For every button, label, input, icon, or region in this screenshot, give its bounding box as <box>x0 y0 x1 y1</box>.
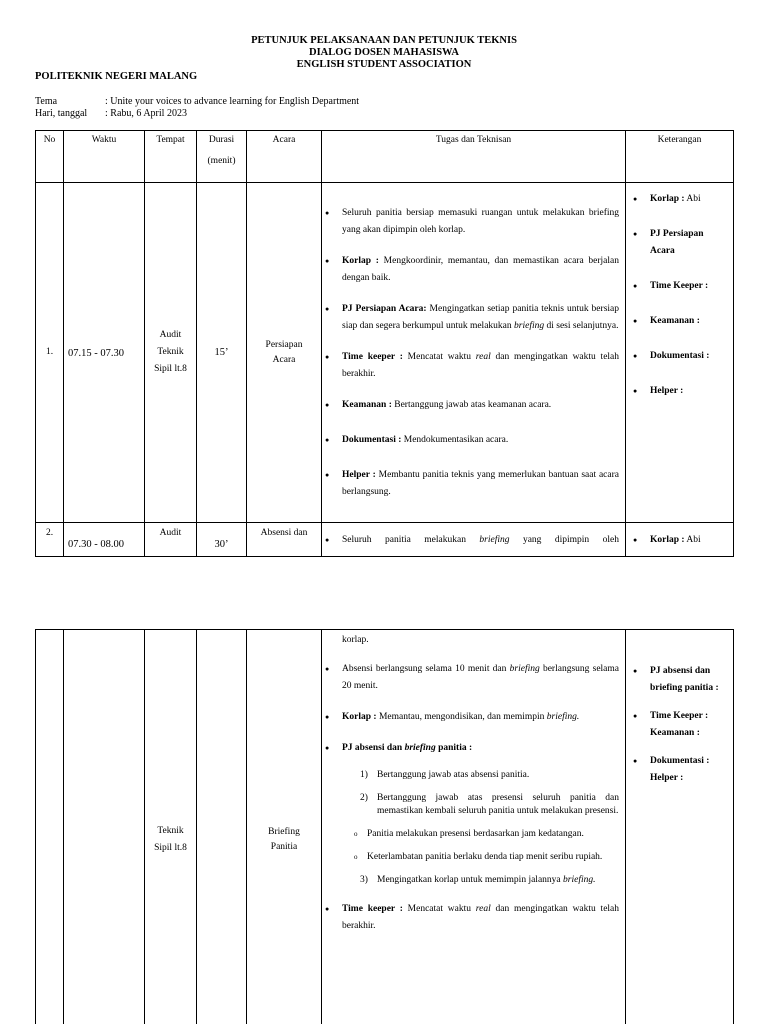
organization-name: POLITEKNIK NEGERI MALANG <box>35 71 198 82</box>
list-item <box>650 278 729 295</box>
doc-title-line-1: PETUNJUK PELAKSANAAN DAN PETUNJUK TEKNIS <box>251 35 517 46</box>
schedule-table-continued <box>35 629 734 1024</box>
list-item <box>342 709 619 726</box>
row1-no: 1. <box>36 183 64 523</box>
row2-tugas <box>322 523 626 557</box>
task-text: dan mengingatkan waktu telah berakhir. <box>342 352 620 379</box>
task-italic: briefing <box>479 535 510 545</box>
row1-waktu: 07.15 - 07.30 <box>64 183 145 523</box>
list-item <box>650 226 729 260</box>
tema-label: Tema <box>35 96 58 107</box>
task-italic: briefing <box>514 321 545 331</box>
task-role: Time keeper : <box>342 352 403 362</box>
ket-person: Abi <box>684 535 701 545</box>
sub-text: Bertanggung jawab atas absensi panitia. <box>377 770 530 780</box>
row2cont-ket-list <box>626 663 733 787</box>
list-item <box>342 661 619 695</box>
schedule-table <box>35 130 734 557</box>
list-item <box>650 348 729 365</box>
task-italic: briefing <box>509 664 540 674</box>
col-header-tugas: Tugas dan Teknisan <box>322 131 626 183</box>
ket-role: ● PJ Persiapan <box>650 229 704 239</box>
task-text: Absensi berlangsung selama 10 menit dan <box>342 664 510 674</box>
task-text: Bertanggung jawab atas keamanan acara. <box>391 400 552 410</box>
row2cont-tugas <box>322 630 626 1024</box>
row1-acara-line2: Acara <box>272 354 296 365</box>
task-role: Helper : <box>342 470 376 480</box>
row1-tempat-line3: Sipil lt.8 <box>154 364 187 374</box>
row1-durasi: 15’ <box>197 183 247 523</box>
col-header-waktu: Waktu <box>64 131 145 183</box>
ket-role: Dokumentasi : <box>650 351 710 361</box>
row2cont-durasi <box>197 630 247 1024</box>
row2cont-no <box>36 630 64 1024</box>
row2cont-acara-line2: Panitia <box>270 841 298 852</box>
list-item <box>342 253 619 287</box>
list-item <box>342 397 619 414</box>
task-text: Mengingatkan setiap panitia teknis untuk bersiap siap dan segera berkumpul untuk melakukan <box>342 304 619 331</box>
ket-role: ● Time Keeper : <box>650 711 709 721</box>
col-header-no: No <box>36 131 64 183</box>
row2-tempat: Audit <box>145 523 197 557</box>
row1-acara-line1: Persiapan <box>265 339 303 350</box>
task-role: PJ Persiapan Acara: <box>342 304 427 314</box>
list-item <box>342 301 619 335</box>
row1-keterangan <box>626 183 734 523</box>
row2-keterangan <box>626 523 734 557</box>
ket-role: Keamanan : <box>650 316 700 326</box>
sub-text: Panitia melakukan presensi berdasarkan jam kedatangan. <box>367 829 584 839</box>
ket-person: Abi <box>684 194 701 204</box>
task-role: Time keeper : <box>342 904 403 914</box>
col-header-acara: Acara <box>247 131 322 183</box>
row1-tempat-line2: Teknik <box>157 347 184 357</box>
meta-tema <box>35 96 359 108</box>
sub-text: Bertanggung jawab atas presensi seluruh panitia dan memastikan kembali seluruh panitia untuk melakukan presensi. <box>377 793 619 816</box>
tema-value: : Unite your voices to advance learning for English Department <box>105 96 360 107</box>
task-role: Korlap : <box>342 256 379 266</box>
row2-durasi: 30’ <box>197 523 247 557</box>
task-text: yang dipimpin oleh <box>509 535 619 545</box>
meta-tanggal <box>35 108 187 120</box>
sub-text: Keterlambatan panitia berlaku denda tiap menit seribu rupiah. <box>367 852 603 862</box>
list-item <box>342 532 619 549</box>
ket-role: Keamanan : <box>650 728 700 738</box>
row2-waktu: 07.30 - 08.00 <box>64 523 145 557</box>
col-header-keterangan: Keterangan <box>626 131 734 183</box>
list-item <box>650 383 729 400</box>
row2-task-list <box>322 532 625 549</box>
task-italic: briefing. <box>546 712 580 722</box>
sub-list-item <box>360 792 619 818</box>
circle-bullet-icon: o <box>354 853 358 861</box>
doc-title-line-3: ENGLISH STUDENT ASSOCIATION <box>296 59 472 70</box>
task-text: Mengkoordinir, memantau, dan memastikan acara berjalan dengan baik. <box>342 256 619 283</box>
ket-role: Korlap : <box>650 535 685 545</box>
row2cont-acara-line1: Briefing <box>268 826 300 837</box>
sub-list-item <box>360 769 619 782</box>
list-item <box>342 432 619 449</box>
ket-role: Helper : <box>650 386 684 396</box>
row2-ket-list <box>626 532 733 549</box>
row2cont-tempat-line1: Teknik <box>157 825 184 836</box>
table-row <box>36 630 734 1024</box>
col-header-durasi <box>197 131 247 183</box>
task-text: Seluruh panitia bersiap memasuki ruangan untuk melakukan briefing yang akan dipimpin oleh korlap. <box>342 208 619 235</box>
sub-list-item <box>350 828 619 841</box>
ket-role: Korlap : <box>650 194 685 204</box>
table-row <box>36 523 734 557</box>
task-text: Mencatat waktu <box>402 904 476 914</box>
ket-role: ● Dokumentasi : <box>650 756 710 766</box>
task-text: Memantau, mengondisikan, dan memimpin <box>376 712 547 722</box>
sub-list-item <box>360 874 619 887</box>
ket-role: briefing panitia : <box>650 683 719 693</box>
circle-bullet-icon: o <box>354 830 358 838</box>
task-role: Dokumentasi : <box>342 435 402 445</box>
list-item <box>650 191 729 208</box>
sub-text: Mengingatkan korlap untuk memimpin jalannya <box>377 875 564 885</box>
row1-tempat <box>145 183 197 523</box>
sub-number: 3) <box>360 875 368 885</box>
list-item <box>342 205 619 239</box>
row2-no: 2. <box>36 523 64 557</box>
row1-tempat-line1: Audit <box>159 330 182 340</box>
ket-role: Time Keeper : <box>650 281 709 291</box>
row2cont-tempat <box>145 630 197 1024</box>
task-text: Membantu panitia teknis yang memerlukan bantuan saat acara berlangsung. <box>342 470 619 497</box>
row2cont-keterangan <box>626 630 734 1024</box>
row2cont-acara <box>247 630 322 1024</box>
task-text: Seluruh panitia melakukan <box>342 535 480 545</box>
row1-task-list <box>322 205 625 501</box>
tanggal-label: Hari, tanggal <box>35 108 88 119</box>
tanggal-value: : Rabu, 6 April 2023 <box>105 108 187 119</box>
durasi-unit: (menit) <box>207 156 236 166</box>
row1-tugas <box>322 183 626 523</box>
task-italic: real <box>475 904 491 914</box>
task-text: Mendokumentasikan acara. <box>401 435 509 445</box>
task-role-italic: briefing <box>404 743 436 753</box>
task-italic: real <box>475 352 491 362</box>
sub-number: 2) <box>360 793 368 803</box>
ket-role: ● PJ absensi dan <box>650 666 711 676</box>
col-header-tempat: Tempat <box>145 131 197 183</box>
sub-italic: briefing. <box>563 875 596 885</box>
row1-acara <box>247 183 322 523</box>
sub-list <box>342 769 619 887</box>
task-text: di sesi selanjutnya. <box>544 321 619 331</box>
row2cont-tempat-line2: Sipil lt.8 <box>154 842 187 853</box>
list-item <box>650 708 729 742</box>
list-item <box>342 467 619 501</box>
list-item <box>342 901 619 935</box>
ket-role: Acara <box>650 246 675 256</box>
page-gap <box>0 580 768 628</box>
list-item <box>342 349 619 383</box>
list-item <box>650 663 729 697</box>
task-text: dan mengingatkan waktu telah berakhir. <box>342 904 620 931</box>
task-role: Korlap : <box>342 712 377 722</box>
list-item <box>650 753 729 787</box>
list-item <box>650 532 729 549</box>
sub-list-item <box>350 851 619 864</box>
row1-ket-list <box>626 191 733 400</box>
row2cont-waktu <box>64 630 145 1024</box>
task-text: Mencatat waktu <box>402 352 476 362</box>
row2cont-task-list <box>322 661 625 935</box>
task-continuation: korlap. <box>342 635 369 645</box>
task-role: Keamanan : <box>342 400 392 410</box>
table-row <box>36 183 734 523</box>
table-header-row <box>36 131 734 183</box>
durasi-label: Durasi <box>208 135 235 145</box>
task-role: panitia : <box>435 743 473 753</box>
list-item <box>342 740 619 887</box>
list-item <box>650 313 729 330</box>
doc-title-line-2: DIALOG DOSEN MAHASISWA <box>309 47 459 58</box>
sub-number: 1) <box>360 770 368 780</box>
ket-role: Helper : <box>650 773 684 783</box>
row2-acara: Absensi dan <box>247 523 322 557</box>
task-text: berlangsung selama 20 menit. <box>342 664 619 691</box>
task-role: PJ absensi dan <box>342 743 405 753</box>
